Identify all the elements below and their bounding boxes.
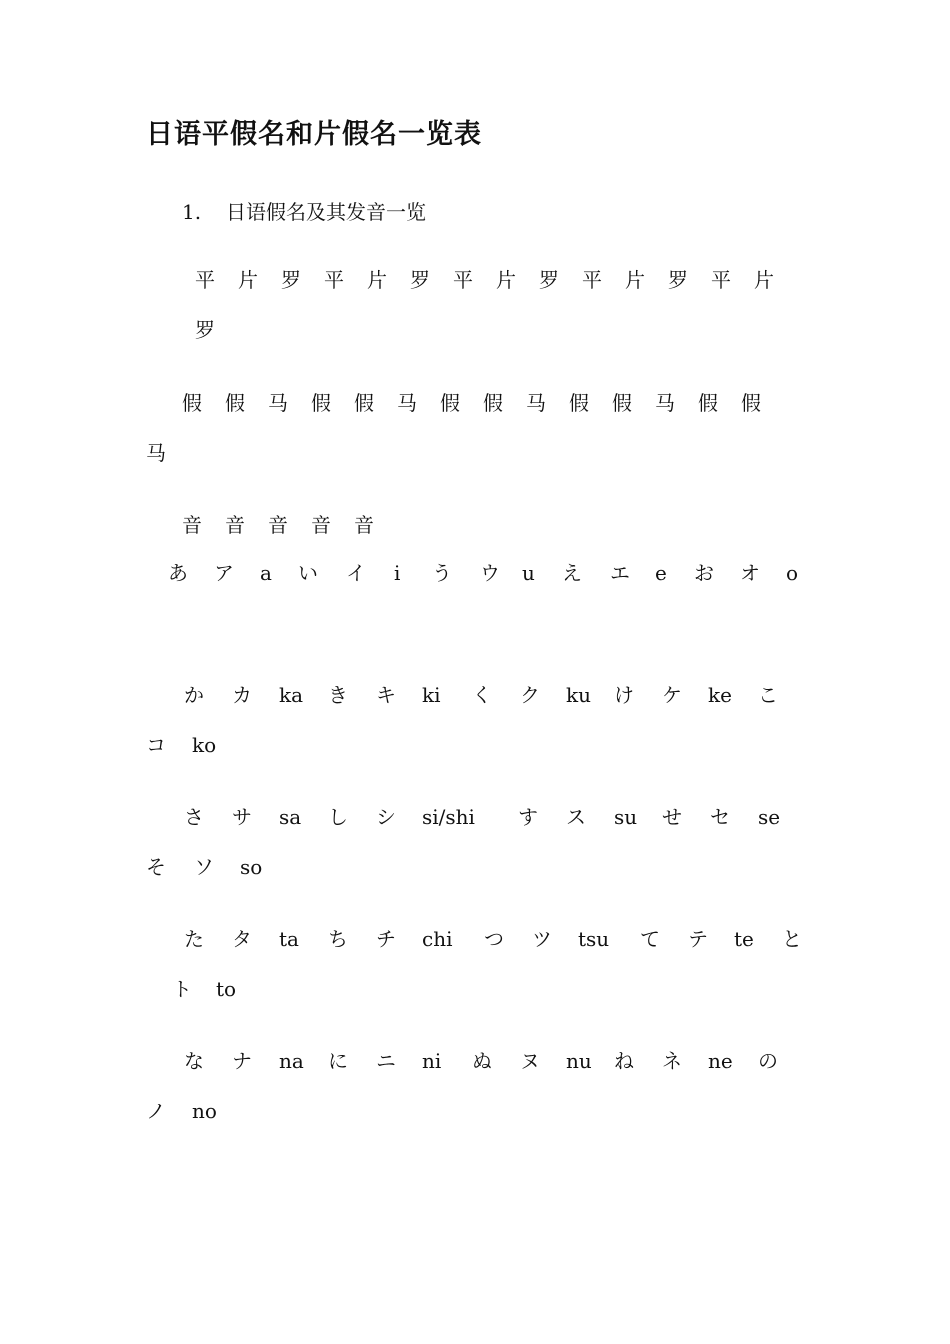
kana-cell: こ (758, 683, 778, 707)
kana-cell: ぬ (472, 1049, 492, 1073)
kana-cell: タ (232, 927, 252, 951)
kana-cell: に (328, 1049, 348, 1073)
kana-cell: お (694, 561, 714, 585)
header-cell: 罗 (539, 268, 559, 292)
kana-cell: つ (484, 927, 504, 951)
kana-cell: セ (710, 805, 730, 829)
kana-cell: u (522, 561, 535, 585)
kana-cell: na (279, 1049, 304, 1073)
kana-cell: ナ (232, 1049, 252, 1073)
header-cell: 假 (698, 391, 718, 415)
kana-cell: ne (708, 1049, 733, 1073)
kana-cell: す (518, 805, 538, 829)
header-cell: 平 (582, 268, 602, 292)
header-cell: 平 (324, 268, 344, 292)
kana-cell: ke (708, 683, 732, 707)
kana-cell: せ (662, 805, 682, 829)
kana-cell: ko (192, 733, 217, 757)
header-cell: 片 (754, 268, 774, 292)
kana-cell: い (298, 561, 318, 585)
header-cell: 音 (225, 513, 245, 537)
kana-cell: ツ (532, 927, 552, 951)
header-cell: 罗 (410, 268, 430, 292)
header-cell: 马 (268, 391, 288, 415)
kana-cell: た (184, 927, 204, 951)
kana-cell: ソ (194, 855, 214, 879)
kana-cell: て (640, 927, 660, 951)
kana-cell: オ (740, 561, 760, 585)
kana-cell: ケ (662, 683, 682, 707)
header-cell: 假 (483, 391, 503, 415)
header-cell: 假 (182, 391, 202, 415)
kana-cell: と (782, 927, 802, 951)
kana-cell: ネ (662, 1049, 682, 1073)
header-cell: 片 (367, 268, 387, 292)
kana-cell: te (734, 927, 754, 951)
kana-cell: sa (279, 805, 302, 829)
kana-cell: そ (146, 855, 166, 879)
header-cell: 马 (146, 441, 166, 465)
header-cell: 音 (354, 513, 374, 537)
kana-cell: コ (146, 733, 166, 757)
kana-cell: う (432, 561, 452, 585)
page-title: 日语平假名和片假名一览表 (146, 119, 482, 150)
header-cell: 假 (741, 391, 761, 415)
kana-cell: か (184, 683, 204, 707)
header-cell: 罗 (668, 268, 688, 292)
kana-cell: し (328, 805, 348, 829)
kana-cell: ニ (376, 1049, 396, 1073)
header-cell: 平 (195, 268, 215, 292)
kana-cell: あ (168, 561, 188, 585)
header-cell: 片 (496, 268, 516, 292)
kana-cell: no (192, 1099, 217, 1123)
section-number: 1. (182, 200, 202, 224)
kana-cell: さ (184, 805, 204, 829)
header-cell: 片 (625, 268, 645, 292)
kana-cell: サ (232, 805, 252, 829)
kana-cell: ヌ (520, 1049, 540, 1073)
header-cell: 平 (453, 268, 473, 292)
kana-cell: e (655, 561, 667, 585)
header-cell: 假 (311, 391, 331, 415)
kana-cell: chi (422, 927, 453, 951)
kana-cell: ア (214, 561, 234, 585)
kana-cell: の (758, 1049, 778, 1073)
kana-cell: nu (566, 1049, 592, 1073)
kana-cell: i (394, 561, 401, 585)
kana-cell: ta (279, 927, 299, 951)
kana-cell: え (562, 561, 582, 585)
kana-cell: a (260, 561, 272, 585)
section-heading (182, 196, 426, 225)
kana-cell: シ (376, 805, 396, 829)
kana-cell: カ (232, 683, 252, 707)
kana-cell: to (216, 977, 237, 1001)
kana-cell: な (184, 1049, 204, 1073)
header-cell: 罗 (195, 318, 215, 342)
kana-cell: ni (422, 1049, 442, 1073)
kana-cell: ね (614, 1049, 634, 1073)
kana-cell: く (472, 683, 492, 707)
kana-cell: ウ (480, 561, 500, 585)
kana-cell: tsu (578, 927, 610, 951)
kana-cell: エ (610, 561, 630, 585)
kana-cell: け (614, 683, 634, 707)
header-cell: 音 (311, 513, 331, 537)
header-cell: 音 (268, 513, 288, 537)
header-cell: 罗 (281, 268, 301, 292)
header-cell: 片 (238, 268, 258, 292)
header-cell: 假 (225, 391, 245, 415)
kana-cell: ク (520, 683, 540, 707)
kana-cell: き (328, 683, 348, 707)
header-cell: 音 (182, 513, 202, 537)
header-cell: 假 (440, 391, 460, 415)
kana-cell: ス (566, 805, 586, 829)
kana-cell: ka (279, 683, 304, 707)
kana-cell: キ (376, 683, 396, 707)
header-cell: 假 (612, 391, 632, 415)
kana-cell: o (786, 561, 799, 585)
kana-cell: ト (172, 977, 192, 1001)
kana-cell: チ (376, 927, 396, 951)
kana-cell: ノ (146, 1099, 166, 1123)
kana-cell: si/shi (422, 805, 475, 829)
header-cell: 马 (397, 391, 417, 415)
header-cell: 假 (354, 391, 374, 415)
header-cell: 假 (569, 391, 589, 415)
kana-cell: ku (566, 683, 591, 707)
kana-cell: su (614, 805, 638, 829)
header-cell: 马 (526, 391, 546, 415)
header-cell: 马 (655, 391, 675, 415)
header-cell: 平 (711, 268, 731, 292)
kana-cell: イ (346, 561, 366, 585)
section-heading-text: 日语假名及其发音一览 (226, 200, 426, 224)
kana-cell: so (240, 855, 263, 879)
kana-cell: ki (422, 683, 441, 707)
kana-cell: se (758, 805, 781, 829)
kana-cell: テ (688, 927, 708, 951)
kana-cell: ち (328, 927, 348, 951)
